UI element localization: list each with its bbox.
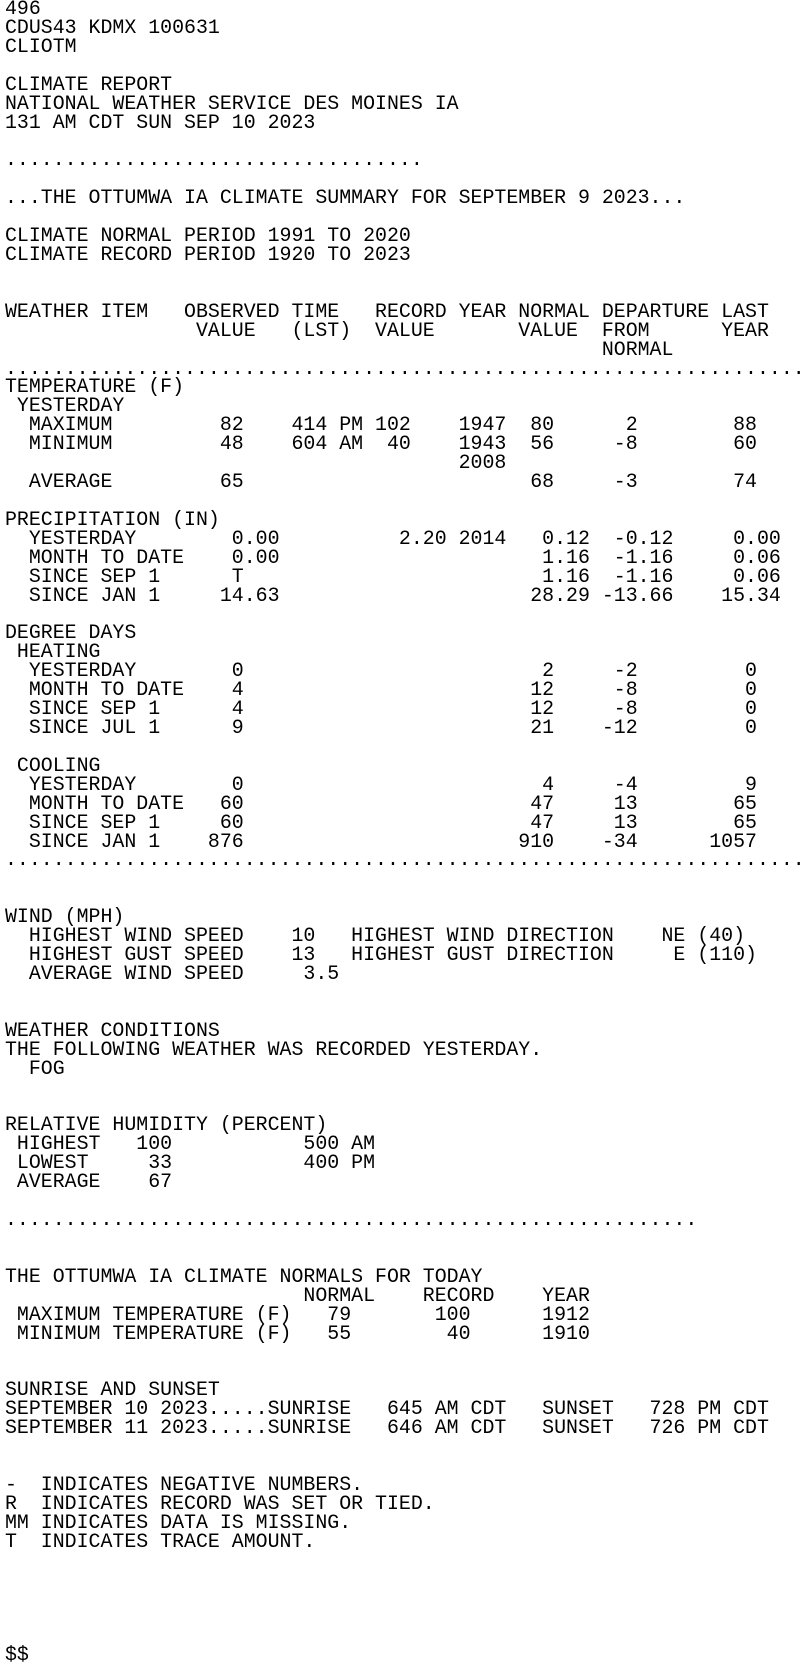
report-line: MINIMUM 48 604 AM 40 1943 56 -8 60 (5, 432, 757, 456)
report-line: MONTH TO DATE 4 12 -8 0 (5, 678, 757, 702)
report-line: MINIMUM TEMPERATURE (F) 55 40 1910 (5, 1321, 590, 1345)
report-line: SEPTEMBER 11 2023.....SUNRISE 646 AM CDT SUNSET 726 PM CDT (5, 1416, 769, 1440)
report-line: ...THE OTTUMWA IA CLIMATE SUMMARY FOR SEPTEMBER 9 2023... (5, 186, 686, 210)
report-line: COOLING (5, 753, 101, 777)
report-line: THE FOLLOWING WEATHER WAS RECORDED YESTERDAY. (5, 1037, 543, 1061)
report-line: VALUE (LST) VALUE VALUE FROM YEAR (5, 318, 769, 342)
report-line (5, 1589, 810, 1608)
report-line: YESTERDAY 0 2 -2 0 (5, 659, 757, 683)
report-line (5, 889, 810, 908)
report-line (5, 984, 810, 1003)
report-line: NORMAL RECORD YEAR (5, 1283, 590, 1307)
report-line: YESTERDAY 0.00 2.20 2014 0.12 -0.12 0.00 (5, 526, 781, 550)
report-line: AVERAGE 67 (5, 1170, 173, 1194)
report-line: MAXIMUM TEMPERATURE (F) 79 100 1912 (5, 1302, 590, 1326)
report-line: SINCE JAN 1 14.63 28.29 -13.66 15.34 (5, 583, 781, 607)
report-line: MONTH TO DATE 0.00 1.16 -1.16 0.06 (5, 545, 781, 569)
report-line: HIGHEST 100 500 AM (5, 1132, 376, 1156)
report-line: HIGHEST GUST SPEED 13 HIGHEST GUST DIRECTION E (110) (5, 943, 757, 967)
report-line: SINCE JAN 1 876 910 -34 1057 (5, 829, 757, 853)
report-line: CLIMATE REPORT (5, 72, 173, 96)
report-line (5, 1552, 810, 1571)
report-line: MAXIMUM 82 414 PM 102 1947 80 2 88 (5, 413, 757, 437)
report-line: YESTERDAY 0 4 -4 9 (5, 772, 757, 796)
report-line: MM INDICATES DATA IS MISSING. (5, 1510, 352, 1534)
report-line: ................................................................... (5, 848, 805, 872)
report-line: MONTH TO DATE 60 47 13 65 (5, 791, 757, 815)
report-line: NATIONAL WEATHER SERVICE DES MOINES IA (5, 91, 459, 115)
report-line (5, 870, 810, 889)
report-line: SINCE JUL 1 9 21 -12 0 (5, 716, 757, 740)
report-line: CLIMATE RECORD PERIOD 1920 TO 2023 (5, 242, 411, 266)
report-line: WIND (MPH) (5, 905, 125, 929)
report-line: TEMPERATURE (F) (5, 375, 185, 399)
report-line: PRECIPITATION (IN) (5, 507, 220, 531)
report-line (5, 1571, 810, 1590)
report-line: THE OTTUMWA IA CLIMATE NORMALS FOR TODAY (5, 1264, 483, 1288)
report-line: ................................... (5, 148, 423, 172)
report-line (5, 1438, 810, 1457)
report-line: SEPTEMBER 10 2023.....SUNRISE 645 AM CDT SUNSET 728 PM CDT (5, 1397, 769, 1421)
report-line (5, 1079, 810, 1098)
report-line: CLIMATE NORMAL PERIOD 1991 TO 2020 (5, 224, 411, 248)
report-line: SINCE SEP 1 4 12 -8 0 (5, 697, 757, 721)
report-line: T INDICATES TRACE AMOUNT. (5, 1529, 316, 1553)
report-line: SINCE SEP 1 T 1.16 -1.16 0.06 (5, 564, 781, 588)
report-line: WEATHER ITEM OBSERVED TIME RECORD YEAR NORMAL DEPARTURE LAST (5, 299, 769, 323)
report-line (5, 1343, 810, 1362)
report-line: - INDICATES NEGATIVE NUMBERS. (5, 1472, 364, 1496)
report-line: CLIOTM (5, 34, 77, 58)
report-line: SUNRISE AND SUNSET (5, 1378, 220, 1402)
report-line (5, 265, 810, 284)
report-line: HIGHEST WIND SPEED 10 HIGHEST WIND DIRECTION NE (40) (5, 924, 746, 948)
report-line: AVERAGE 65 68 -3 74 (5, 470, 757, 494)
report-line: FOG (5, 1056, 65, 1080)
report-line: ................................................................... (5, 356, 805, 380)
report-line: YESTERDAY (5, 394, 125, 418)
report-line: AVERAGE WIND SPEED 3.5 (5, 962, 340, 986)
report-line: NORMAL (5, 337, 674, 361)
report-line (5, 1608, 810, 1627)
report-line: RELATIVE HUMIDITY (PERCENT) (5, 1113, 328, 1137)
report-line: DEGREE DAYS (5, 621, 137, 645)
report-line: LOWEST 33 400 PM (5, 1151, 376, 1175)
report-line: R INDICATES RECORD WAS SET OR TIED. (5, 1491, 435, 1515)
report-line: HEATING (5, 640, 101, 664)
report-line (5, 1230, 810, 1249)
report-line: WEATHER CONDITIONS (5, 1018, 220, 1042)
report-line: 131 AM CDT SUN SEP 10 2023 (5, 110, 316, 134)
report-line: SINCE SEP 1 60 47 13 65 (5, 810, 757, 834)
report-line: .......................................................... (5, 1208, 698, 1231)
report-line: CDUS43 KDMX 100631 (5, 15, 220, 39)
report-line: 496 (5, 0, 41, 20)
report-line: 2008 (5, 451, 507, 475)
report-line (5, 1627, 810, 1646)
report-line: $$ (5, 1643, 29, 1666)
report-line (5, 738, 810, 757)
